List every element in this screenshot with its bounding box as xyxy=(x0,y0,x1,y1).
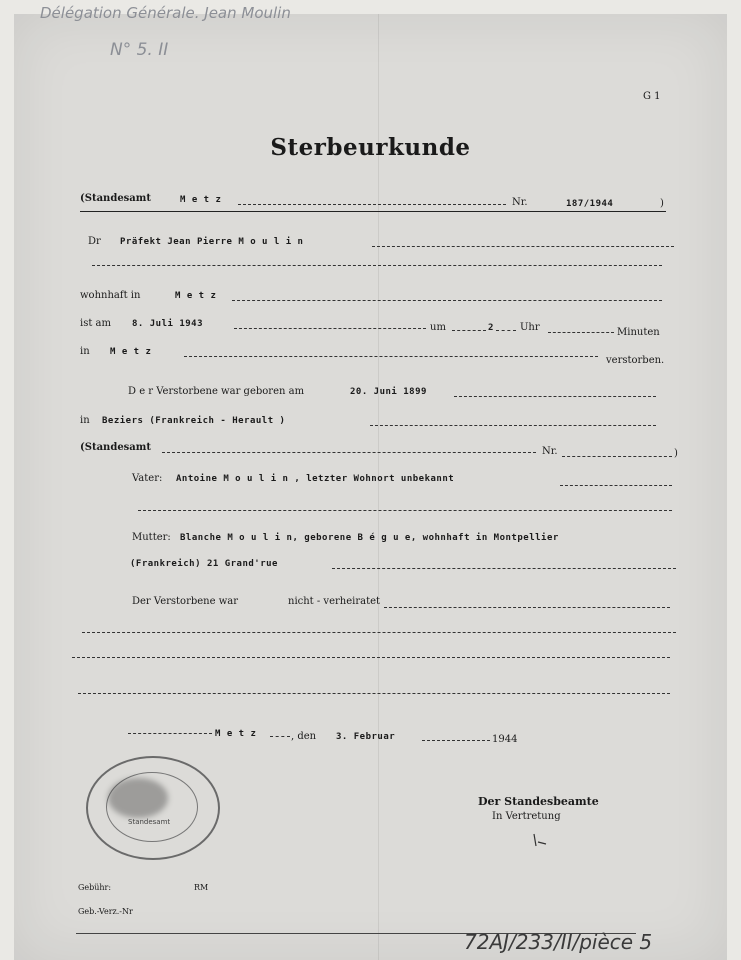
registry-nr-label: Nr. xyxy=(512,197,528,208)
document-title: Sterbeurkunde xyxy=(270,134,471,161)
place-date-year: 1944 xyxy=(492,734,518,745)
archive-note-line2: N° 5. II xyxy=(110,40,169,60)
fill-line xyxy=(548,332,614,333)
registry-label: (Standesamt xyxy=(80,193,151,204)
death-uhr: Uhr xyxy=(520,322,540,333)
fees-gebuehr: Gebühr: xyxy=(78,883,112,892)
seal-label: Standesamt xyxy=(128,818,171,826)
fill-line xyxy=(162,452,536,453)
residence-label: wohnhaft in xyxy=(80,290,141,301)
fill-line xyxy=(422,740,490,741)
signature-title: Der Standesbeamte xyxy=(478,795,599,808)
place-date-date: 3. Februar xyxy=(336,732,396,742)
registry-nr-value: 187/1944 xyxy=(566,199,614,209)
marital-value: nicht - verheiratet xyxy=(288,596,381,607)
deceased-prefix: Dr xyxy=(88,236,101,247)
fill-line xyxy=(78,693,670,694)
birth-registry-nr: Nr. xyxy=(542,446,558,457)
death-place-label: in xyxy=(80,346,90,357)
fees-verz: Geb.-Verz.-Nr xyxy=(78,907,133,916)
fill-line xyxy=(270,736,290,737)
fill-line xyxy=(370,425,656,426)
death-hour: 2 xyxy=(488,323,494,333)
death-minuten: Minuten xyxy=(617,327,660,338)
place-date-place: M e t z xyxy=(215,729,257,739)
fill-line xyxy=(384,607,670,608)
death-place-value: M e t z xyxy=(110,347,152,357)
fill-line xyxy=(232,300,662,301)
registry-close: ) xyxy=(660,198,664,209)
deceased-name: Präfekt Jean Pierre M o u l i n xyxy=(120,237,304,247)
death-um: um xyxy=(430,322,446,333)
fill-line xyxy=(454,396,656,397)
birth-place-label: in xyxy=(80,415,90,426)
fill-line xyxy=(562,456,672,457)
fill-line xyxy=(332,568,676,569)
registry-place: M e t z xyxy=(180,195,222,205)
fill-line xyxy=(372,246,674,247)
ink-blot xyxy=(108,778,168,818)
form-code: G 1 xyxy=(643,91,661,102)
birth-registry-label: (Standesamt xyxy=(80,442,151,453)
fill-line xyxy=(128,733,212,734)
residence-value: M e t z xyxy=(175,291,217,301)
registry-underline xyxy=(80,211,666,212)
fill-line xyxy=(72,657,670,658)
fill-line xyxy=(496,330,516,331)
archive-note-line1: Délégation Générale. Jean Moulin xyxy=(40,4,291,22)
birth-label: D e r Verstorbene war geboren am xyxy=(128,386,305,397)
death-date: 8. Juli 1943 xyxy=(132,319,204,329)
fill-line xyxy=(92,265,662,266)
father-value: Antoine M o u l i n , letzter Wohnort unbekannt xyxy=(176,474,455,484)
fill-line xyxy=(238,204,506,205)
fill-line xyxy=(82,632,676,633)
place-date-den: , den xyxy=(291,731,317,742)
father-label: Vater: xyxy=(132,473,163,484)
death-label: ist am xyxy=(80,318,111,329)
fees-rm: RM xyxy=(194,883,209,892)
mother-line2: (Frankreich) 21 Grand'rue xyxy=(130,559,278,569)
signature-sub: In Vertretung xyxy=(492,811,561,822)
birth-date: 20. Juni 1899 xyxy=(350,387,427,397)
mother-value: Blanche M o u l i n, geborene B é g u e, wohnhaft in Montpellier xyxy=(180,533,559,543)
fill-line xyxy=(452,330,486,331)
fill-line xyxy=(560,485,672,486)
archive-reference: 72AJ/233/II/pièce 5 xyxy=(464,930,653,954)
fill-line xyxy=(234,328,426,329)
death-place-suffix: verstorben. xyxy=(606,355,665,366)
birth-place-value: Beziers (Frankreich - Herault ) xyxy=(102,416,286,426)
fill-line xyxy=(184,356,598,357)
mother-label: Mutter: xyxy=(132,532,171,543)
signature-mark xyxy=(530,832,550,850)
fill-line xyxy=(138,510,672,511)
marital-label: Der Verstorbene war xyxy=(132,596,239,607)
birth-registry-close: ) xyxy=(674,448,678,459)
